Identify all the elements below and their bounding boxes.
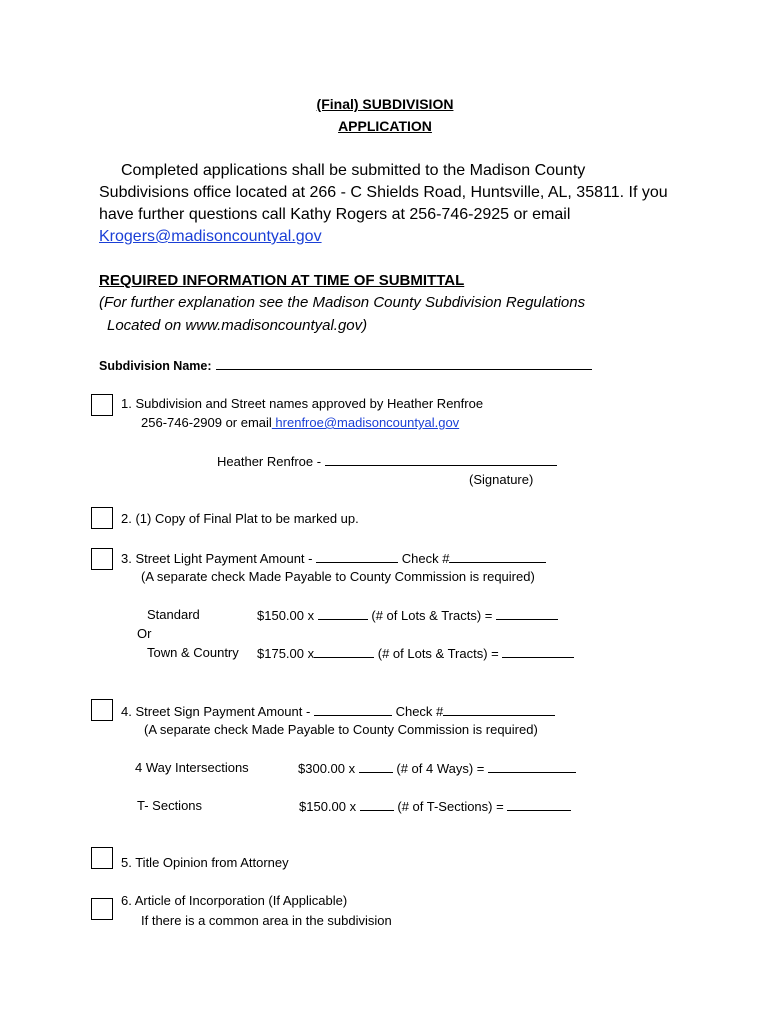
item-4-text: 4. Street Sign Payment Amount - [121,704,311,719]
tsec-unit: (# of T-Sections) = [397,799,504,814]
page-subtitle: APPLICATION [338,118,432,134]
item-6-checkbox[interactable] [91,898,113,920]
item-3-row [121,550,546,566]
item-1-checkbox[interactable] [91,394,113,416]
subdivision-name-label: Subdivision Name: [99,359,212,373]
standard-qty-field[interactable] [318,607,368,620]
item-5-text: 5. Title Opinion from Attorney [121,855,289,870]
subdivision-name-row [99,357,592,375]
or-label: Or [137,626,152,641]
town-row [257,645,574,661]
item-4-row [121,703,555,719]
standard-label: Standard [147,607,200,622]
standard-total-field[interactable] [496,607,558,620]
item-4-checkbox[interactable] [91,699,113,721]
standard-price: $150.00 x [257,608,315,623]
item-1-email-link[interactable]: hrenfroe@madisoncountyal.gov [271,415,460,430]
sign-check-field[interactable] [443,703,555,716]
standard-row [257,607,558,623]
town-price: $175.00 x [257,646,315,661]
item-2-text: 2. (1) Copy of Final Plat to be marked up. [121,511,359,526]
item-1-phone: 256-746-2909 or email [141,415,272,430]
tsec-row [299,798,571,814]
town-qty-field[interactable] [314,645,374,658]
item-5-checkbox[interactable] [91,847,113,869]
item-6-text: 6. Article of Incorporation (If Applicable) [121,893,348,908]
fourway-unit: (# of 4 Ways) = [396,761,485,776]
signer-label: Heather Renfroe - [217,454,322,469]
fourway-row [298,760,576,776]
signature-row [217,453,557,469]
intro-line-3: have further questions call Kathy Rogers at 256-746-2925 or email [99,206,571,223]
town-label: Town & Country [147,645,239,660]
fourway-price: $300.00 x [298,761,356,776]
item-2-checkbox[interactable] [91,507,113,529]
item-6-subtext: If there is a common area in the subdivision [141,913,392,928]
fourway-qty-field[interactable] [359,760,393,773]
item-3-checkbox[interactable] [91,548,113,570]
signature-caption: (Signature) [469,472,534,487]
page-title: (Final) SUBDIVISION [316,96,454,112]
tsec-total-field[interactable] [507,798,571,811]
signature-field[interactable] [325,453,557,466]
tsec-label: T- Sections [137,798,203,813]
tsec-qty-field[interactable] [360,798,394,811]
explanation-line-1: (For further explanation see the Madison County Subdivision Regulations [99,294,586,311]
fourway-label: 4 Way Intersections [135,760,249,775]
item-3-note: (A separate check Made Payable to County Commission is required) [141,569,535,584]
light-amount-field[interactable] [316,550,398,563]
item-4-note: (A separate check Made Payable to County Commission is required) [144,722,538,737]
item-3-text: 3. Street Light Payment Amount - [121,551,313,566]
town-total-field[interactable] [502,645,574,658]
intro-line-1: Completed applications shall be submitted to the Madison County [121,162,586,179]
explanation-line-2: Located on www.madisoncountyal.gov) [107,317,368,334]
sign-amount-field[interactable] [314,703,392,716]
item-1-text: 1. Subdivision and Street names approved by Heather Renfroe [121,396,484,411]
required-info-heading: REQUIRED INFORMATION AT TIME OF SUBMITTAL [99,272,465,289]
town-unit: (# of Lots & Tracts) = [377,646,499,661]
intro-line-2: Subdivisions office located at 266 - C Shields Road, Huntsville, AL, 35811. If you [99,184,668,201]
contact-email-link[interactable]: Krogers@madisoncountyal.gov [99,228,322,245]
light-check-label: Check # [401,551,450,566]
sign-check-label: Check # [395,704,444,719]
item-1-contact [141,415,459,430]
standard-unit: (# of Lots & Tracts) = [371,608,493,623]
subdivision-name-field[interactable] [216,357,592,370]
light-check-field[interactable] [449,550,546,563]
fourway-total-field[interactable] [488,760,576,773]
tsec-price: $150.00 x [299,799,357,814]
